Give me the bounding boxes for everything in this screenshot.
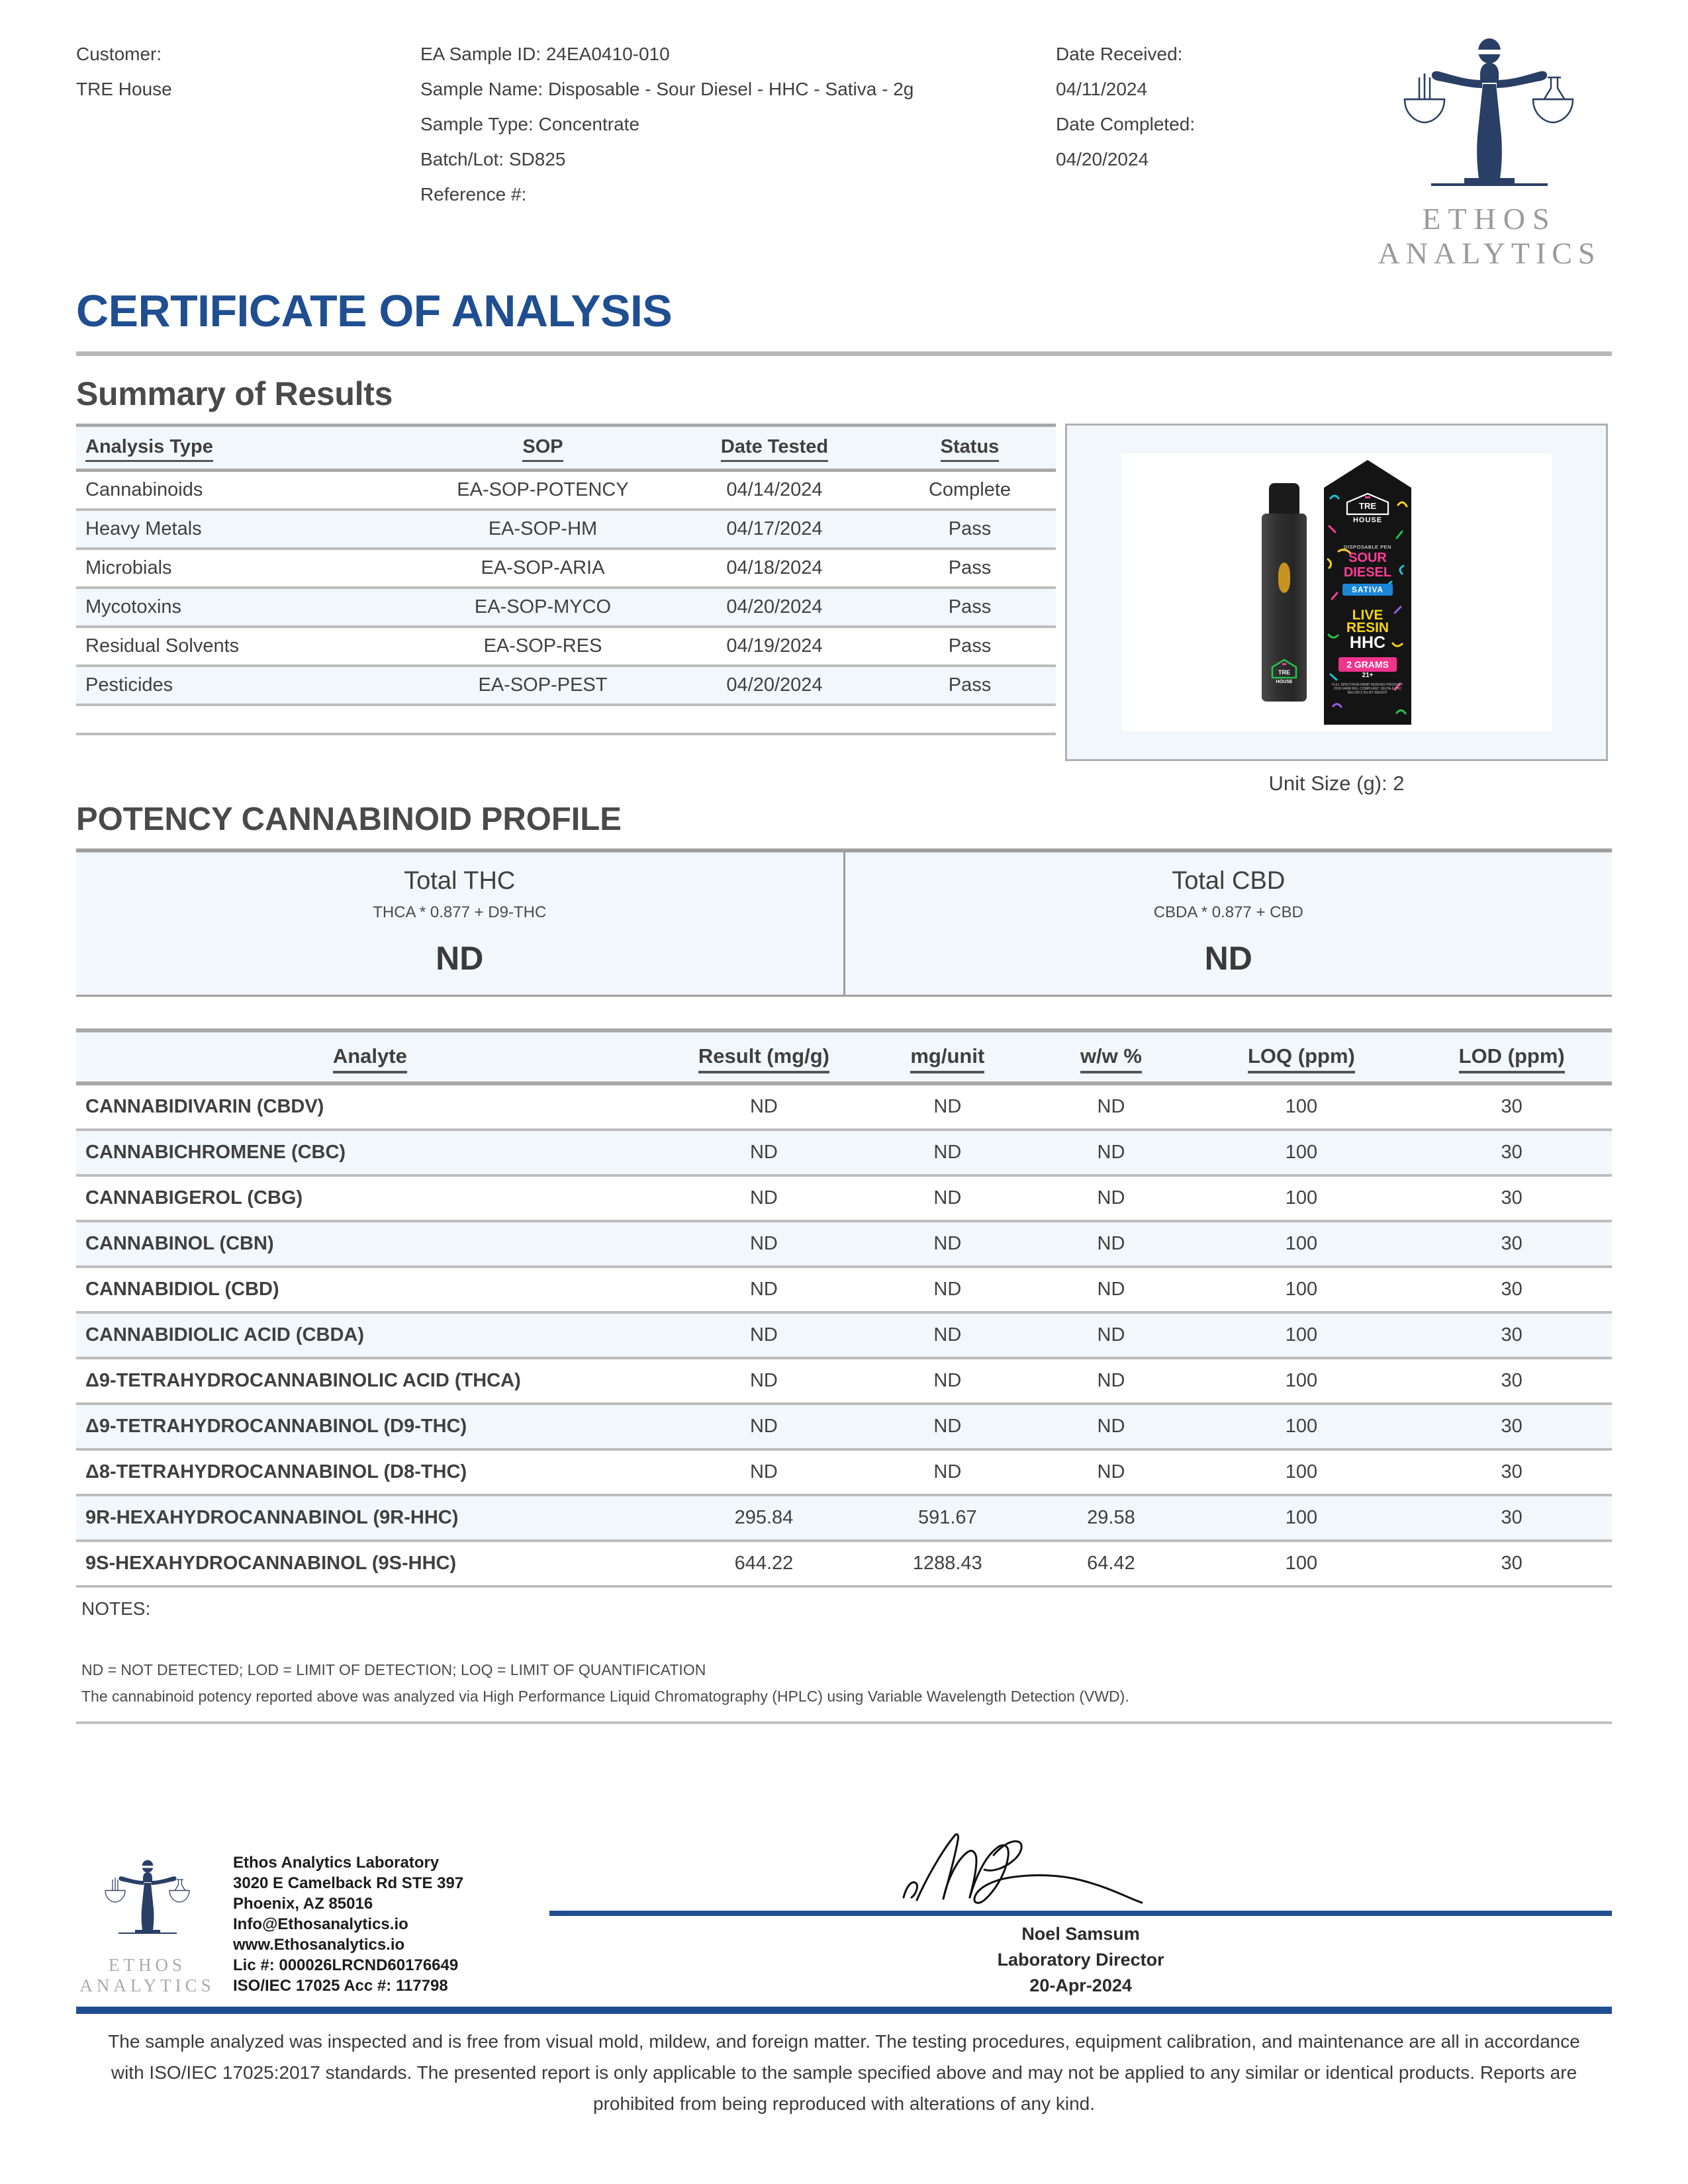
sample-type: Sample Type: Concentrate bbox=[420, 114, 640, 134]
date-completed-label: Date Completed: bbox=[1056, 114, 1196, 134]
lab-email[interactable]: Info@Ethosanalytics.io bbox=[233, 1915, 408, 1933]
total-cbd-value: ND bbox=[1204, 940, 1252, 977]
col-date-tested: Date Tested bbox=[665, 426, 884, 471]
total-cbd-title: Total CBD bbox=[1172, 867, 1286, 895]
cell-result: ND bbox=[749, 1461, 778, 1482]
cell-ww-percent: ND bbox=[1097, 1461, 1125, 1482]
cell-mg-unit: 591.67 bbox=[917, 1507, 977, 1528]
cell-result: ND bbox=[749, 1096, 778, 1117]
cell-sop: EA-SOP-MYCO bbox=[474, 596, 612, 617]
date-received-value: 04/11/2024 bbox=[1056, 79, 1148, 99]
totals-panel bbox=[76, 848, 1612, 997]
cell-ww-percent: ND bbox=[1097, 1279, 1125, 1300]
brand-house-text: HOUSE bbox=[1352, 516, 1383, 524]
table-row bbox=[76, 1267, 1612, 1312]
analyte-name: CANNABIDIVARIN (CBDV) bbox=[85, 1096, 324, 1117]
product-flavor-line1: SOUR bbox=[1348, 551, 1387, 565]
sample-id: EA Sample ID: 24EA0410-010 bbox=[420, 44, 670, 64]
cell-sop: EA-SOP-ARIA bbox=[481, 557, 605, 578]
lab-address-line1: 3020 E Camelback Rd STE 397 bbox=[233, 1874, 464, 1892]
product-size-badge: 2 GRAMS bbox=[1338, 657, 1397, 672]
cell-loq: 100 bbox=[1285, 1096, 1318, 1117]
analyte-name: CANNABIDIOLIC ACID (CBDA) bbox=[85, 1324, 364, 1345]
product-box-image bbox=[1324, 460, 1411, 725]
table-row bbox=[76, 1083, 1612, 1130]
lab-website[interactable]: www.Ethosanalytics.io bbox=[233, 1936, 405, 1954]
status-badge: Complete bbox=[928, 479, 1011, 500]
cell-date: 04/14/2024 bbox=[726, 479, 823, 500]
cell-result: ND bbox=[749, 1142, 778, 1163]
cell-loq: 100 bbox=[1285, 1416, 1318, 1437]
product-cannabinoid-text: HHC bbox=[1349, 633, 1386, 652]
table-row bbox=[76, 1449, 1612, 1495]
cell-ww-percent: ND bbox=[1097, 1233, 1125, 1254]
cell-result: ND bbox=[749, 1279, 778, 1300]
col-result: Result (mg/g) bbox=[664, 1030, 865, 1083]
notes-abbreviations: ND = NOT DETECTED; LOD = LIMIT OF DETECTION; LOQ = LIMIT OF QUANTIFICATION bbox=[81, 1661, 706, 1678]
scales-of-justice-icon bbox=[98, 1846, 197, 1955]
sample-name: Sample Name: Disposable - Sour Diesel - HHC - Sativa - 2g bbox=[420, 79, 914, 99]
analyte-name: 9S-HEXAHYDROCANNABINOL (9S-HHC) bbox=[85, 1553, 457, 1574]
brand-logo-block bbox=[1354, 36, 1612, 271]
cell-analysis-type: Pesticides bbox=[85, 674, 173, 696]
signature-block bbox=[549, 1823, 1612, 1996]
cell-mg-unit: ND bbox=[933, 1142, 962, 1163]
status-badge: Pass bbox=[948, 518, 992, 539]
table-row bbox=[76, 1312, 1612, 1358]
document-header bbox=[76, 0, 1612, 271]
cell-mg-unit: ND bbox=[933, 1187, 962, 1208]
notes-label: NOTES: bbox=[81, 1598, 151, 1619]
table-spacer-row bbox=[76, 705, 1056, 734]
product-resin-text: RESIN bbox=[1346, 620, 1389, 635]
cell-lod: 30 bbox=[1501, 1324, 1523, 1345]
cell-loq: 100 bbox=[1285, 1233, 1318, 1254]
col-analysis-type: Analysis Type bbox=[76, 426, 420, 471]
cell-date: 04/18/2024 bbox=[726, 557, 823, 578]
analyte-name: CANNABICHROMENE (CBC) bbox=[85, 1142, 346, 1163]
cell-sop: EA-SOP-HM bbox=[488, 518, 598, 539]
col-lod: LOD (ppm) bbox=[1411, 1030, 1612, 1083]
status-badge: Pass bbox=[948, 635, 992, 657]
cell-ww-percent: 29.58 bbox=[1087, 1507, 1135, 1528]
lab-address-line2: Phoenix, AZ 85016 bbox=[233, 1895, 373, 1913]
cell-lod: 30 bbox=[1501, 1096, 1523, 1117]
product-strain-badge: SATIVA bbox=[1342, 584, 1393, 596]
lab-name: Ethos Analytics Laboratory bbox=[233, 1854, 440, 1872]
product-live-text: LIVE bbox=[1352, 608, 1383, 623]
cell-lod: 30 bbox=[1501, 1553, 1523, 1574]
cell-result: ND bbox=[749, 1233, 778, 1254]
cell-analysis-type: Heavy Metals bbox=[85, 518, 202, 539]
table-row bbox=[76, 588, 1056, 627]
cell-ww-percent: ND bbox=[1097, 1370, 1125, 1391]
cell-result: ND bbox=[749, 1324, 778, 1345]
tre-house-pen-logo-icon bbox=[1270, 658, 1299, 684]
cell-ww-percent: ND bbox=[1097, 1142, 1125, 1163]
total-thc-value: ND bbox=[436, 940, 484, 977]
analyte-name: 9R-HEXAHYDROCANNABINOL (9R-HHC) bbox=[85, 1507, 459, 1528]
unit-size-label: Unit Size (g): 2 bbox=[1268, 772, 1405, 795]
total-thc-cell bbox=[76, 852, 843, 995]
cell-result: ND bbox=[749, 1416, 778, 1437]
cell-ww-percent: ND bbox=[1097, 1324, 1125, 1345]
footer-logo-analytics: ANALYTICS bbox=[79, 1976, 215, 1995]
notes-method: The cannabinoid potency reported above was analyzed via High Performance Liquid Chromatography (HPLC) using Variable Wavelength Detection (VWD). bbox=[81, 1688, 1129, 1705]
scales-of-justice-icon bbox=[1387, 36, 1592, 202]
dates-block bbox=[1056, 36, 1354, 271]
logo-text-ethos: ETHOS bbox=[1422, 202, 1557, 236]
cell-mg-unit: ND bbox=[933, 1370, 962, 1391]
cell-lod: 30 bbox=[1501, 1187, 1523, 1208]
svg-text:HOUSE: HOUSE bbox=[1276, 680, 1293, 684]
customer-label: Customer: bbox=[76, 44, 162, 64]
cell-lod: 30 bbox=[1501, 1142, 1523, 1163]
total-thc-title: Total THC bbox=[404, 867, 516, 895]
cell-loq: 100 bbox=[1285, 1324, 1318, 1345]
analyte-name: Δ9-TETRAHYDROCANNABINOL (D9-THC) bbox=[85, 1416, 467, 1437]
cell-mg-unit: ND bbox=[933, 1461, 962, 1482]
table-row bbox=[76, 510, 1056, 549]
cell-loq: 100 bbox=[1285, 1279, 1318, 1300]
signature-image bbox=[843, 1823, 1319, 1909]
table-row bbox=[76, 666, 1056, 705]
cell-date: 04/19/2024 bbox=[726, 635, 823, 657]
cell-mg-unit: 1288.43 bbox=[912, 1553, 982, 1574]
product-age-text: 21+ bbox=[1362, 672, 1374, 679]
lab-license: Lic #: 000026LRCND60176649 bbox=[233, 1956, 459, 1974]
table-row bbox=[76, 1404, 1612, 1449]
cell-analysis-type: Residual Solvents bbox=[85, 635, 240, 657]
cell-mg-unit: ND bbox=[933, 1324, 962, 1345]
cell-lod: 30 bbox=[1501, 1279, 1523, 1300]
legal-disclaimer: The sample analyzed was inspected and is free from visual mold, mildew, and foreign matter. The testing procedures, equipment calibration, and maintenance are all in accordance with ISO/IEC 17025:2017 standards. The presented report is only applicable to the sample specified above and may not be applied to any similar or identical products. Reports are prohibited from being reproduced with alterations of any kind. bbox=[108, 2031, 1580, 2114]
cell-lod: 30 bbox=[1501, 1370, 1523, 1391]
sample-details-block bbox=[420, 36, 1056, 271]
cannabinoid-analyte-table bbox=[76, 1028, 1612, 1588]
cell-date: 04/20/2024 bbox=[726, 674, 823, 696]
product-image-panel bbox=[1065, 424, 1608, 761]
status-badge: Pass bbox=[948, 557, 992, 578]
cell-ww-percent: ND bbox=[1097, 1416, 1125, 1437]
cell-ww-percent: ND bbox=[1097, 1187, 1125, 1208]
table-row bbox=[76, 1130, 1612, 1175]
total-cbd-cell bbox=[843, 852, 1613, 995]
total-thc-formula: THCA * 0.877 + D9-THC bbox=[373, 903, 547, 921]
cell-sop: EA-SOP-POTENCY bbox=[457, 479, 629, 500]
col-ww-percent: w/w % bbox=[1031, 1030, 1191, 1083]
vape-pen-image bbox=[1262, 483, 1307, 702]
cell-result: 644.22 bbox=[734, 1553, 794, 1574]
analyte-name: CANNABINOL (CBN) bbox=[85, 1233, 274, 1254]
cell-analysis-type: Mycotoxins bbox=[85, 596, 182, 617]
analyte-header-row bbox=[76, 1030, 1612, 1083]
reference-number: Reference #: bbox=[420, 184, 527, 205]
date-received-label: Date Received: bbox=[1056, 44, 1183, 64]
table-row bbox=[76, 1221, 1612, 1267]
lab-contact-block bbox=[233, 1852, 463, 1996]
cell-loq: 100 bbox=[1285, 1553, 1318, 1574]
signature-rule bbox=[549, 1911, 1612, 1916]
cell-sop: EA-SOP-PEST bbox=[478, 674, 608, 696]
footer-accent-bar bbox=[76, 2007, 1612, 2014]
title-divider bbox=[76, 351, 1612, 356]
total-cbd-formula: CBDA * 0.877 + CBD bbox=[1153, 903, 1303, 921]
lab-iso-accreditation: ISO/IEC 17025 Acc #: 117798 bbox=[233, 1977, 448, 1995]
summary-header-row bbox=[76, 426, 1056, 471]
signer-role: Laboratory Director bbox=[997, 1950, 1164, 1970]
cell-analysis-type: Cannabinoids bbox=[85, 479, 203, 500]
status-badge: Pass bbox=[948, 596, 992, 617]
analyte-name: CANNABIDIOL (CBD) bbox=[85, 1279, 279, 1300]
logo-text-analytics: ANALYTICS bbox=[1378, 236, 1601, 270]
date-completed-value: 04/20/2024 bbox=[1056, 149, 1149, 169]
analyte-name: CANNABIGEROL (CBG) bbox=[85, 1187, 303, 1208]
customer-block bbox=[76, 36, 420, 271]
cell-lod: 30 bbox=[1501, 1416, 1523, 1437]
cell-loq: 100 bbox=[1285, 1507, 1318, 1528]
cell-date: 04/17/2024 bbox=[726, 518, 823, 539]
cell-mg-unit: ND bbox=[933, 1279, 962, 1300]
cell-mg-unit: ND bbox=[933, 1416, 962, 1437]
footer-logo-block bbox=[76, 1846, 218, 1996]
document-footer bbox=[76, 1823, 1612, 2119]
notes-divider bbox=[76, 1721, 1612, 1724]
cell-lod: 30 bbox=[1501, 1507, 1523, 1528]
status-badge: Pass bbox=[948, 674, 992, 696]
cell-loq: 100 bbox=[1285, 1461, 1318, 1482]
table-row bbox=[76, 1495, 1612, 1541]
product-flavor-line2: DIESEL bbox=[1343, 565, 1392, 580]
col-loq: LOQ (ppm) bbox=[1191, 1030, 1411, 1083]
col-sop: SOP bbox=[420, 426, 665, 471]
table-row bbox=[76, 471, 1056, 510]
analyte-name: Δ8-TETRAHYDROCANNABINOL (D8-THC) bbox=[85, 1461, 467, 1482]
cell-ww-percent: ND bbox=[1097, 1096, 1125, 1117]
cell-date: 04/20/2024 bbox=[726, 596, 823, 617]
cell-lod: 30 bbox=[1501, 1233, 1523, 1254]
batch-lot: Batch/Lot: SD825 bbox=[420, 149, 566, 169]
product-subtitle: DISPOSABLE PEN bbox=[1343, 544, 1392, 550]
table-row bbox=[76, 549, 1056, 588]
footer-logo-ethos: ETHOS bbox=[109, 1955, 186, 1975]
table-row bbox=[76, 1358, 1612, 1404]
product-fine-print: FULL SPECTRUM HEMP DERIVED PRODUCT. 2018 FARM BILL COMPLIANT. DELTA-9 THC BELOW 0.3% BY WEIGHT bbox=[1332, 683, 1403, 695]
col-analyte: Analyte bbox=[76, 1030, 664, 1083]
cell-lod: 30 bbox=[1501, 1461, 1523, 1482]
col-mg-unit: mg/unit bbox=[864, 1030, 1031, 1083]
tre-house-brand-icon bbox=[1343, 492, 1392, 516]
table-row bbox=[76, 1175, 1612, 1221]
cell-loq: 100 bbox=[1285, 1370, 1318, 1391]
signer-name: Noel Samsum bbox=[1021, 1924, 1140, 1944]
table-row bbox=[76, 1541, 1612, 1586]
customer-name: TRE House bbox=[76, 79, 172, 99]
cell-mg-unit: ND bbox=[933, 1096, 962, 1117]
summary-heading: Summary of Results bbox=[76, 375, 393, 412]
table-row bbox=[76, 627, 1056, 666]
cell-analysis-type: Microbials bbox=[85, 557, 172, 578]
cell-ww-percent: 64.42 bbox=[1087, 1553, 1135, 1574]
potency-heading: POTENCY CANNABINOID PROFILE bbox=[76, 801, 622, 837]
cell-sop: EA-SOP-RES bbox=[483, 635, 602, 657]
cell-result: 295.84 bbox=[734, 1507, 794, 1528]
cell-loq: 100 bbox=[1285, 1187, 1318, 1208]
svg-text:TRE: TRE bbox=[1278, 669, 1290, 676]
cell-result: ND bbox=[749, 1187, 778, 1208]
cell-result: ND bbox=[749, 1370, 778, 1391]
cell-loq: 100 bbox=[1285, 1142, 1318, 1163]
signed-date: 20-Apr-2024 bbox=[1029, 1976, 1132, 1995]
analyte-name: Δ9-TETRAHYDROCANNABINOLIC ACID (THCA) bbox=[85, 1370, 521, 1391]
page-title: CERTIFICATE OF ANALYSIS bbox=[76, 286, 673, 336]
col-status: Status bbox=[884, 426, 1056, 471]
svg-text:TRE: TRE bbox=[1359, 501, 1376, 511]
summary-of-results-table bbox=[76, 424, 1056, 735]
cell-mg-unit: ND bbox=[933, 1233, 962, 1254]
